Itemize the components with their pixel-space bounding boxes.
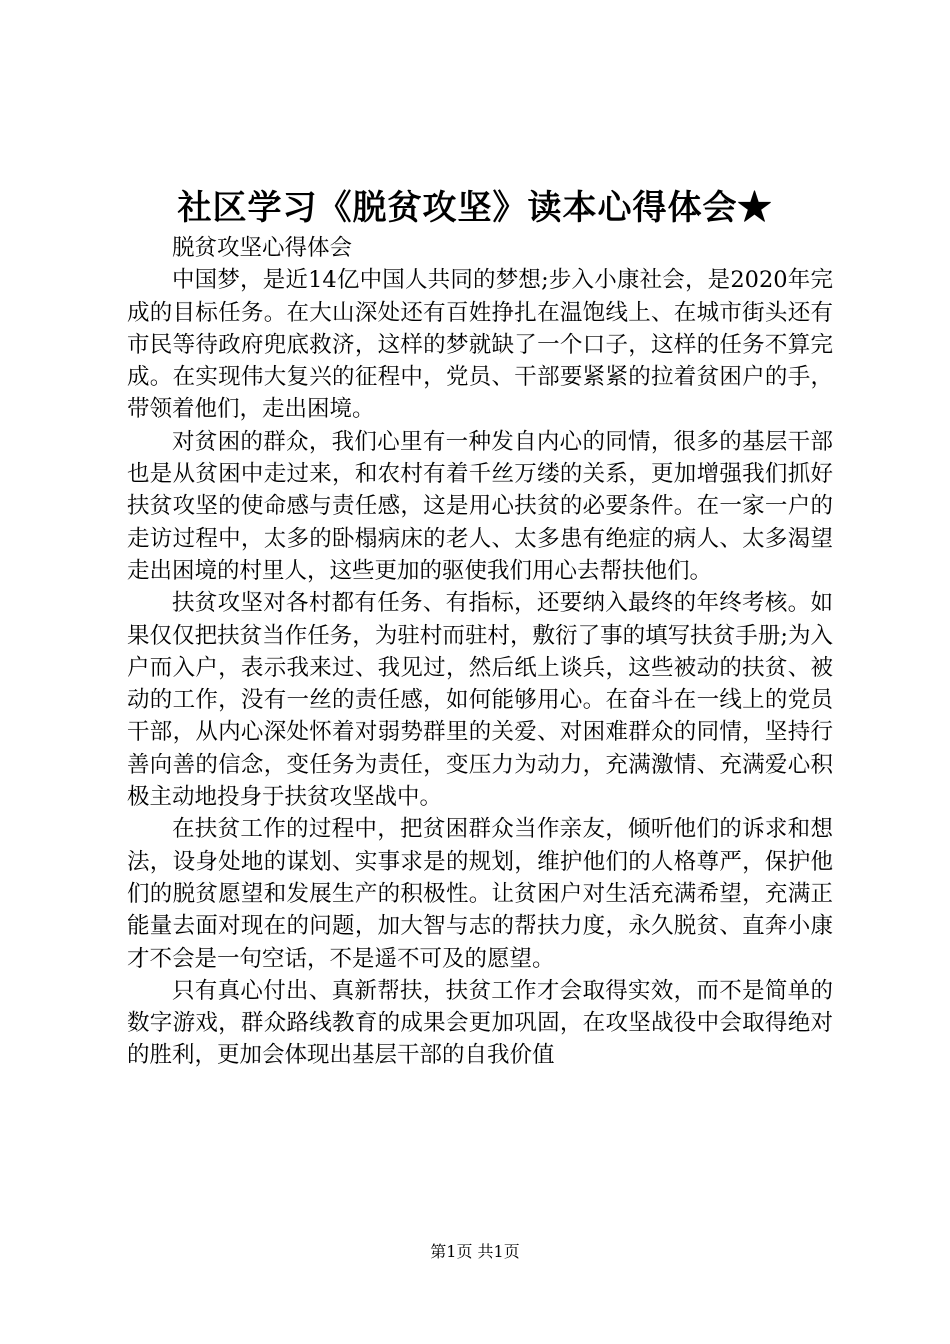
paragraph-1: 中国梦，是近14亿中国人共同的梦想;步入小康社会，是2020年完成的目标任务。在大山深处还有百姓挣扎在温饱线上、在城市街头还有市民等待政府兜底救济，这样的梦就缺了一个口子，这样的任务不算完成。在实现伟大复兴的征程中，党员、干部要紧紧的拉着贫困户的手，带领着他们，走出困境。 bbox=[127, 267, 833, 423]
paragraph-3: 扶贫攻坚对各村都有任务、有指标，还要纳入最终的年终考核。如果仅仅把扶贫当作任务，为驻村而驻村，敷衍了事的填写扶贫手册;为入户而入户，表示我来过、我见过，然后纸上谈兵，这些被动的扶贫、被动的工作，没有一丝的责任感，如何能够用心。在奋斗在一线上的党员干部，从内心深处怀着对弱势群里的关爱、对困难群众的同情，坚持行善向善的信念，变任务为责任，变压力为动力，充满激情、充满爱心积极主动地投身于扶贫攻坚战中。 bbox=[127, 590, 833, 811]
paragraph-4: 在扶贫工作的过程中，把贫困群众当作亲友，倾听他们的诉求和想法，设身处地的谋划、实事求是的规划，维护他们的人格尊严，保护他们的脱贫愿望和发展生产的积极性。让贫困户对生活充满希望，充满正能量去面对现在的问题，加大智与志的帮扶力度，永久脱贫、直奔小康才不会是一句空话，不是遥不可及的愿望。 bbox=[127, 816, 833, 972]
page-footer: 第1页 共1页 bbox=[430, 1242, 520, 1261]
document-subtitle: 脱贫攻坚心得体会 bbox=[172, 235, 353, 261]
document-body bbox=[127, 232, 833, 1072]
document-title: 社区学习《脱贫攻坚》读本心得体会★ bbox=[177, 188, 773, 228]
paragraph-5: 只有真心付出、真新帮扶，扶贫工作才会取得实效，而不是简单的数字游戏，群众路线教育的成果会更加巩固，在攻坚战役中会取得绝对的胜利，更加会体现出基层干部的自我价值 bbox=[127, 977, 833, 1069]
paragraph-2: 对贫困的群众，我们心里有一种发自内心的同情，很多的基层干部也是从贫困中走过来，和农村有着千丝万缕的关系，更加增强我们抓好扶贫攻坚的使命感与责任感，这是用心扶贫的必要条件。在一家一户的走访过程中，太多的卧榻病床的老人、太多患有绝症的病人、太多渴望走出困境的村里人，这些更加的驱使我们用心去帮扶他们。 bbox=[127, 428, 833, 584]
